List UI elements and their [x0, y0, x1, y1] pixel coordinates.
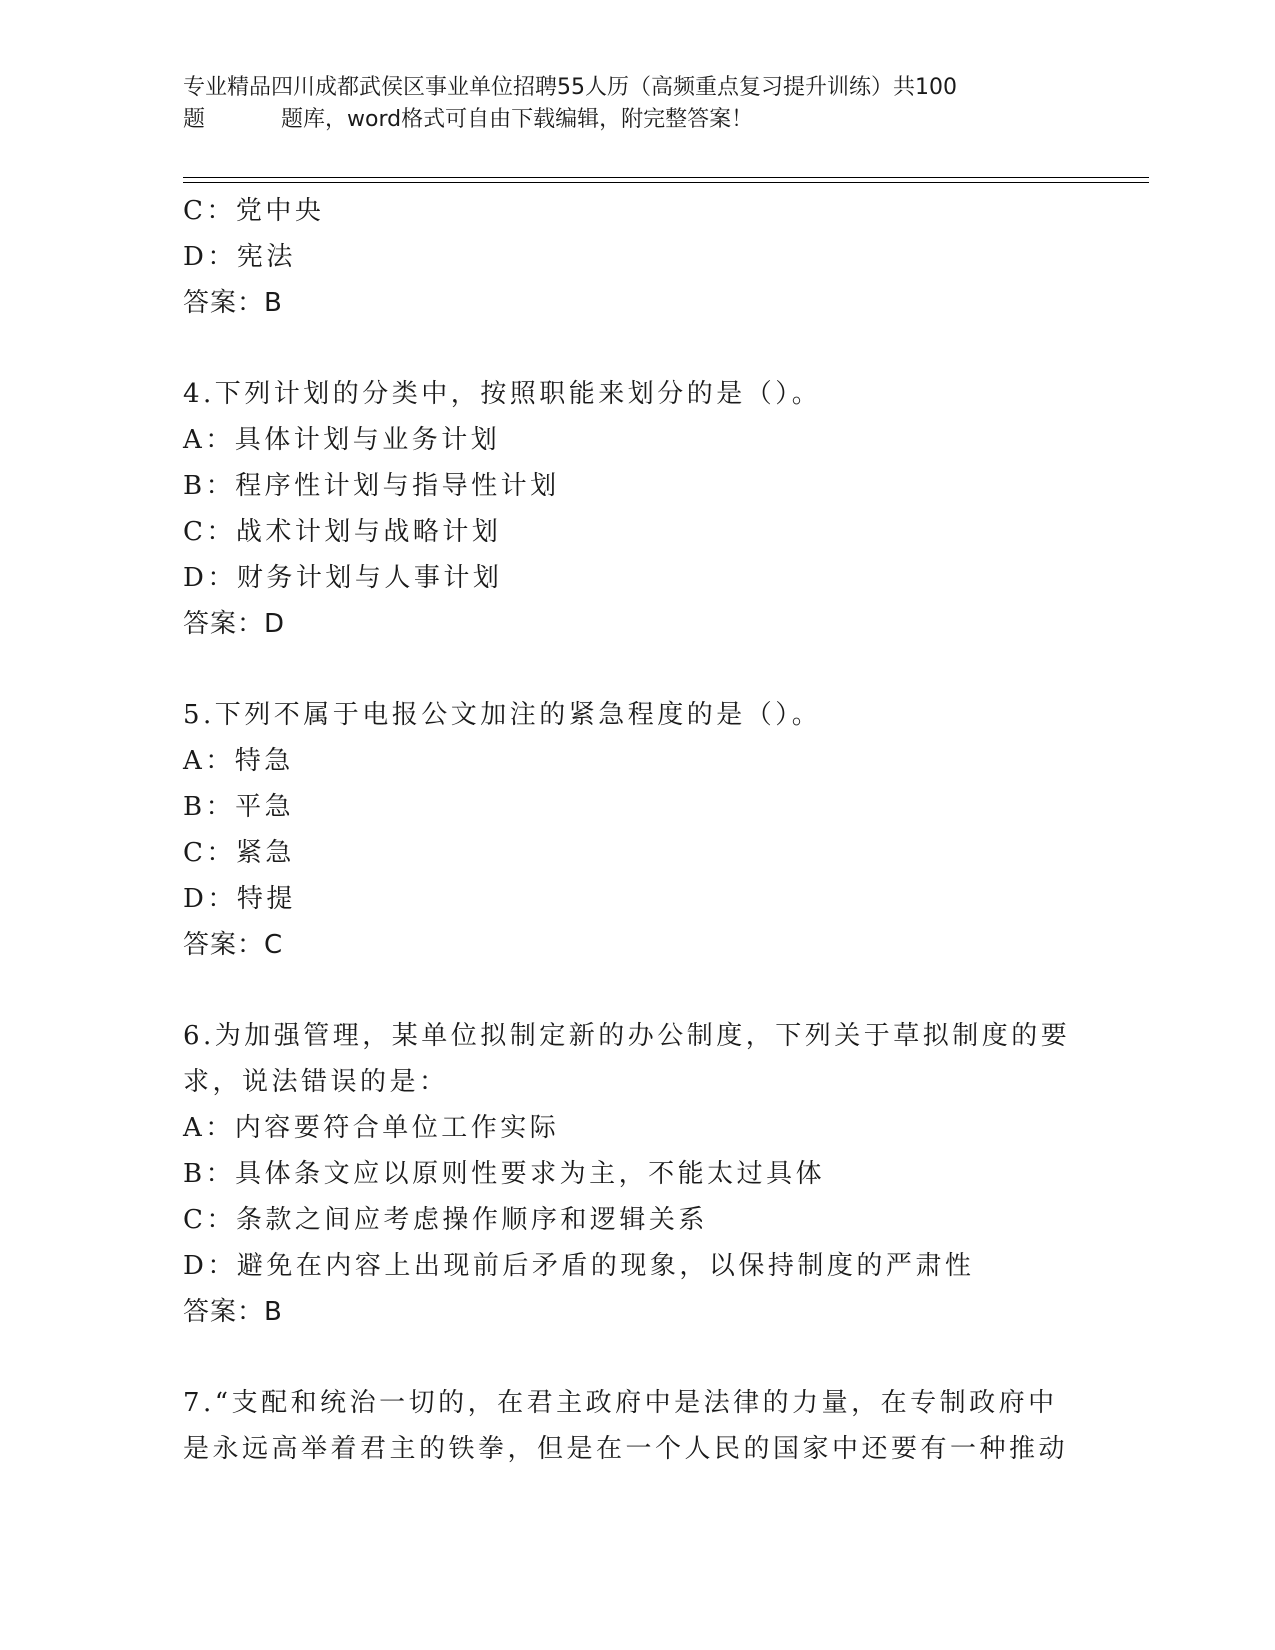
q5-option-b: B：平急	[183, 792, 295, 822]
q4-stem: 4.下列计划的分类中，按照职能来划分的是（）。	[183, 379, 822, 409]
q3-option-d: D：宪法	[183, 242, 296, 272]
q5-option-d: D：特提	[183, 884, 296, 914]
q5-answer: 答案：C	[183, 930, 284, 960]
q4-option-c: C：战术计划与战略计划	[183, 517, 502, 547]
header-title-line2-rest: 题库，word格式可自由下载编辑，附完整答案！	[281, 107, 754, 132]
question-content	[183, 188, 1083, 1472]
q4-option-d: D：财务计划与人事计划	[183, 563, 503, 593]
q4-answer: 答案：D	[183, 609, 286, 639]
q6-option-a: A：内容要符合单位工作实际	[183, 1113, 560, 1143]
q6-option-c: C：条款之间应考虑操作顺序和逻辑关系	[183, 1205, 708, 1235]
q5-option-a: A：特急	[183, 746, 294, 776]
q6-option-b: B：具体条文应以原则性要求为主，不能太过具体	[183, 1159, 826, 1189]
q6-stem-line2: 求，说法错误的是：	[183, 1067, 449, 1097]
q7-stem-line2: 是永远高举着君主的铁拳，但是在一个人民的国家中还要有一种推动	[183, 1434, 1069, 1464]
q4-option-b: B：程序性计划与指导性计划	[183, 471, 560, 501]
q7-stem-line1: 7.“支配和统治一切的，在君主政府中是法律的力量，在专制政府中	[183, 1388, 1058, 1418]
q5-option-c: C：紧急	[183, 838, 295, 868]
q3-option-c: C：党中央	[183, 196, 325, 226]
header-title-line1: 专业精品四川成都武侯区事业单位招聘55人历（高频重点复习提升训练）共100	[183, 75, 957, 100]
q5-stem: 5.下列不属于电报公文加注的紧急程度的是（）。	[183, 700, 822, 730]
q6-stem-line1: 6.为加强管理，某单位拟制定新的办公制度，下列关于草拟制度的要	[183, 1021, 1071, 1051]
q4-option-a: A：具体计划与业务计划	[183, 425, 501, 455]
q6-option-d: D：避免在内容上出现前后矛盾的现象，以保持制度的严肃性	[183, 1251, 975, 1281]
header-title-line2-start: 题	[183, 107, 206, 132]
q6-answer: 答案：B	[183, 1297, 283, 1327]
q3-answer: 答案：B	[183, 288, 283, 318]
header-title-line2	[183, 104, 1073, 136]
header-divider-bottom	[183, 182, 1149, 183]
header-divider-top	[183, 177, 1149, 178]
document-header	[183, 72, 1073, 136]
